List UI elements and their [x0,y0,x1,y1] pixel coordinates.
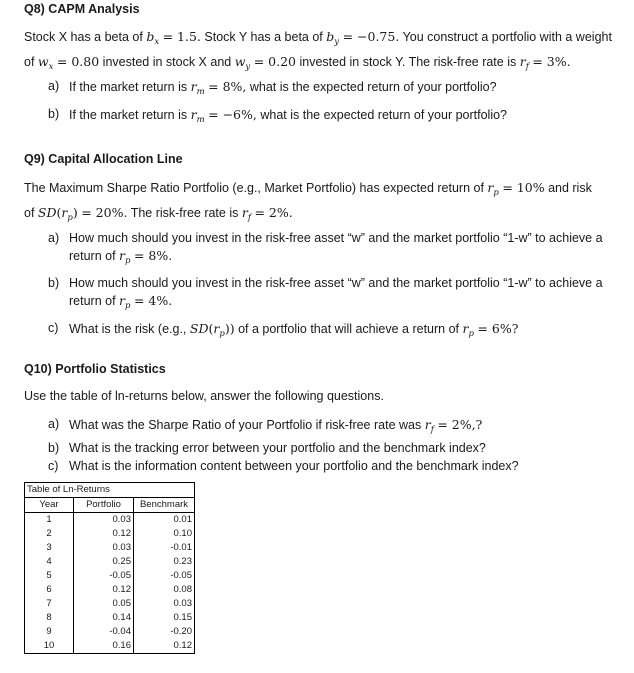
q10-intro: Use the table of ln-returns below, answer the following questions. [24,389,384,403]
header-year: Year [25,498,74,513]
cell-benchmark: 0.15 [134,611,195,625]
q8-question-a: a) If the market return is $r_m = 8\%$, what is the expected return of your portfolio? [48,79,497,97]
table-row [25,611,195,625]
cell-year: 7 [25,597,74,611]
q9-heading: Q9) Capital Allocation Line [24,152,183,166]
cell-benchmark: 0.10 [134,527,195,541]
cell-portfolio: -0.04 [74,625,134,639]
table-row [25,583,195,597]
table-row [25,597,195,611]
cell-portfolio: -0.05 [74,569,134,583]
cell-year: 6 [25,583,74,597]
table-row [25,541,195,555]
q9-question-c: c) What is the risk (e.g., $SD(r_p)$) of a portfolio that will achieve a return of $r_p = 6\%$? [48,321,519,339]
cell-benchmark: 0.08 [134,583,195,597]
table-row [25,625,195,639]
cell-portfolio: 0.12 [74,583,134,597]
cell-portfolio: 0.03 [74,513,134,528]
cell-benchmark: 0.03 [134,597,195,611]
table-row [25,527,195,541]
cell-year: 2 [25,527,74,541]
table-row [25,555,195,569]
q10-question-a: a) What was the Sharpe Ratio of your Portfolio if risk-free rate was $r_f = 2\%$,? [48,417,483,435]
cell-benchmark: -0.05 [134,569,195,583]
cell-benchmark: -0.01 [134,541,195,555]
q9-question-b: b) How much should you invest in the risk-free asset “w” and the market portfolio “1-w” to achieve a return of $r_p = 4\%$. [48,276,603,311]
cell-year: 3 [25,541,74,555]
q10-heading: Q10) Portfolio Statistics [24,362,166,376]
cell-benchmark: 0.12 [134,639,195,654]
table-row [25,513,195,528]
cell-year: 8 [25,611,74,625]
ln-returns-table [24,482,195,654]
table-row [25,639,195,654]
q9-question-a: a) How much should you invest in the risk-free asset “w” and the market portfolio “1-w” to achieve a return of $r_p = 8\%$. [48,231,603,266]
cell-portfolio: 0.03 [74,541,134,555]
q8-paragraph: Stock X has a beta of $b_x = 1.5$. Stock Y has a beta of $b_y = -0.75$. You construct a portfolio with a weight of $w_x = 0.80$ invested in stock X and $w_y = 0.20$ invested in stock Y. The risk-free rate is $r_f = 3\%$. [24,29,612,72]
q8-heading: Q8) CAPM Analysis [24,2,140,16]
cell-benchmark: -0.20 [134,625,195,639]
cell-year: 4 [25,555,74,569]
table-title: Table of Ln-Returns [25,483,195,498]
q9-question-list [24,230,620,348]
cell-year: 5 [25,569,74,583]
cell-year: 1 [25,513,74,528]
cell-portfolio: 0.12 [74,527,134,541]
cell-year: 10 [25,639,74,654]
cell-portfolio: 0.05 [74,597,134,611]
cell-portfolio: 0.16 [74,639,134,654]
q8-question-list [24,78,620,134]
q10-question-c: c) What is the information content between your portfolio and the benchmark index? [48,459,519,473]
cell-portfolio: 0.25 [74,555,134,569]
cell-portfolio: 0.14 [74,611,134,625]
header-portfolio: Portfolio [74,498,134,513]
q9-paragraph: The Maximum Sharpe Ratio Portfolio (e.g., Market Portfolio) has expected return of $r_p = 10\%$ and risk of $SD(r_p) = 20\%$. The risk-free rate is $r_f = 2\%$. [24,180,592,223]
q10-question-list [24,416,620,476]
q10-question-b: b) What is the tracking error between your portfolio and the benchmark index? [48,441,486,455]
cell-benchmark: 0.01 [134,513,195,528]
table-row [25,569,195,583]
header-benchmark: Benchmark [134,498,195,513]
cell-year: 9 [25,625,74,639]
cell-benchmark: 0.23 [134,555,195,569]
q8-question-b: b) If the market return is $r_m = -6\%$, what is the expected return of your portfolio? [48,107,508,125]
